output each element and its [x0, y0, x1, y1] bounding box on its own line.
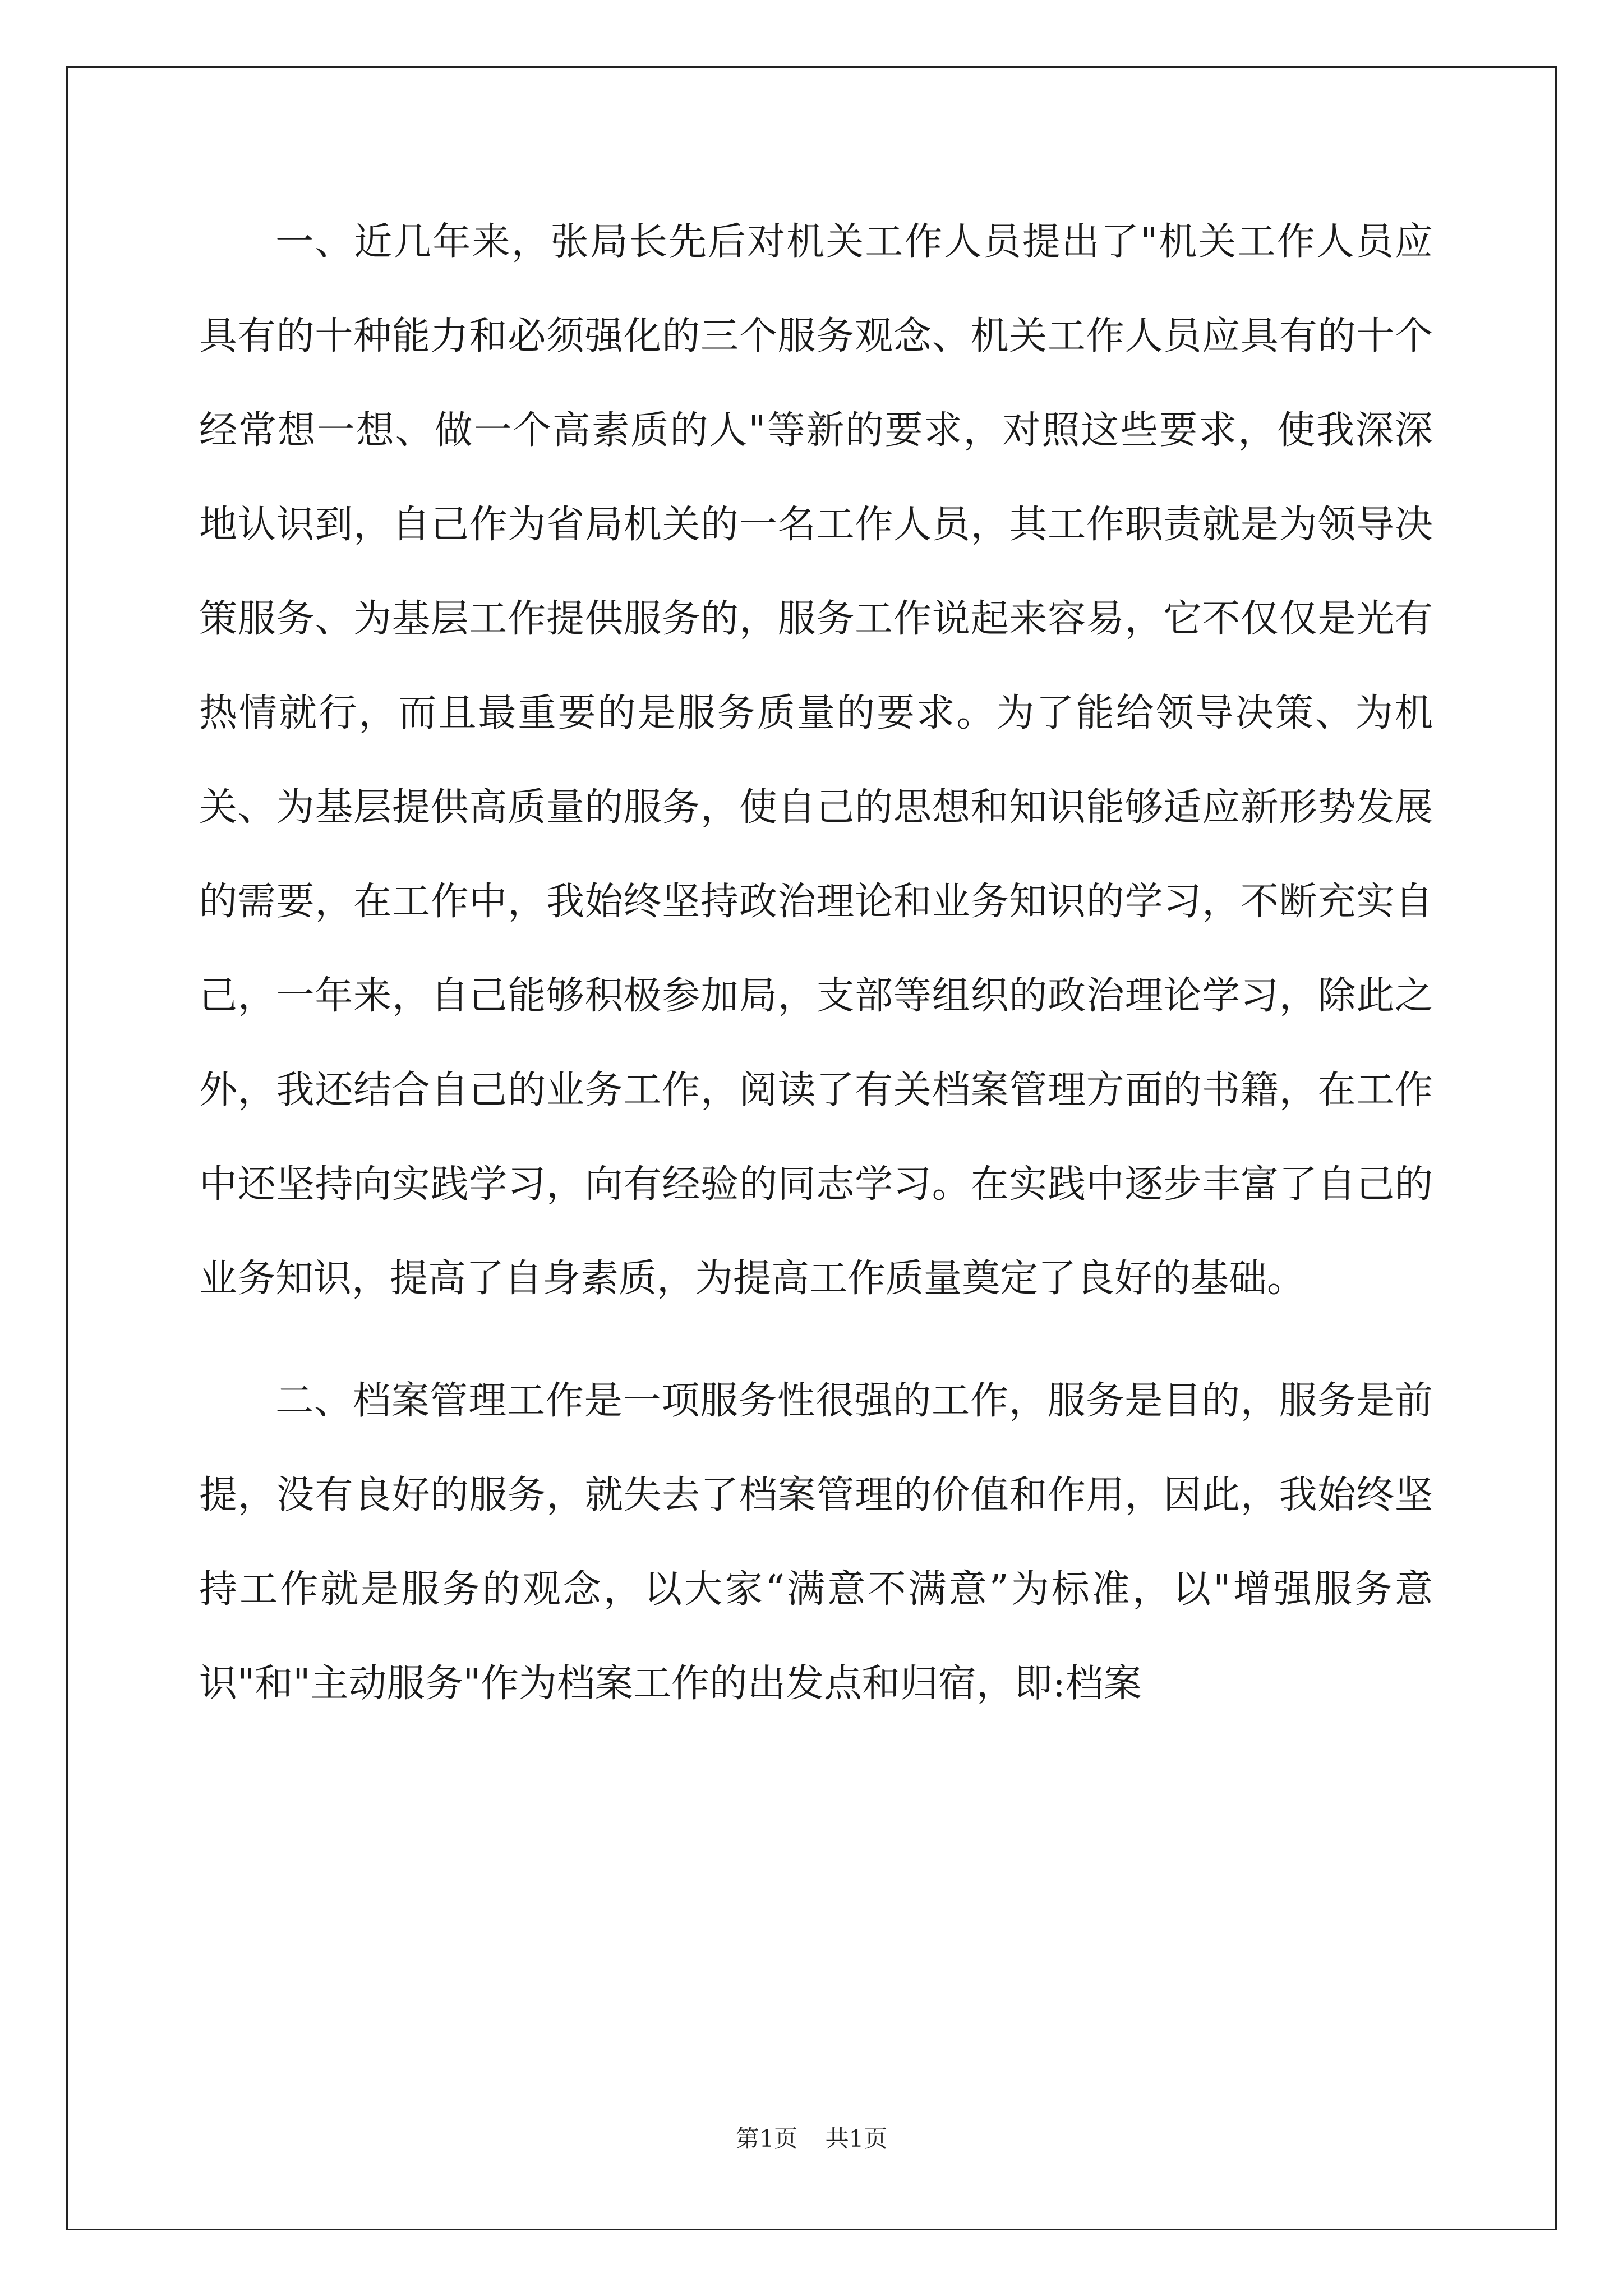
paragraph-1: 一、近几年来，张局长先后对机关工作人员提出了"机关工作人员应具有的十种能力和必须强化的三个服务观念、机关工作人员应具有的十个经常想一想、做一个高素质的人"等新的要求，对照这些要求，使我深深地认识到，自己作为省局机关的一名工作人员，其工作职责就是为领导决策服务、为基层工作提供服务的，服务工作说起来容易，它不仅仅是光有热情就行，而且最重要的是服务质量的要求。为了能给领导决策、为机关、为基层提供高质量的服务，使自己的思想和知识能够适应新形势发展的需要，在工作中，我始终坚持政治理论和业务知识的学习，不断充实自己，一年来，自己能够积极参加局，支部等组织的政治理论学习，除此之外，我还结合自己的业务工作，阅读了有关档案管理方面的书籍，在工作中还坚持向实践学习，向有经验的同志学习。在实践中逐步丰富了自己的业务知识，提高了自身素质，为提高工作质量奠定了良好的基础。 — [199, 220, 1433, 1301]
page-number-current: 第1页 — [735, 2125, 798, 2152]
paragraph-2: 二、档案管理工作是一项服务性很强的工作，服务是目的，服务是前提，没有良好的服务，就失去了档案管理的价值和作用，因此，我始终坚持工作就是服务的观念，以大家“满意不满意”为标准，以"增强服务意识"和"主动服务"作为档案工作的出发点和归宿，即:档案 — [199, 1379, 1433, 1706]
document-body — [199, 195, 1433, 1731]
page-number-total: 共1页 — [825, 2125, 888, 2152]
page-footer — [0, 2122, 1623, 2156]
